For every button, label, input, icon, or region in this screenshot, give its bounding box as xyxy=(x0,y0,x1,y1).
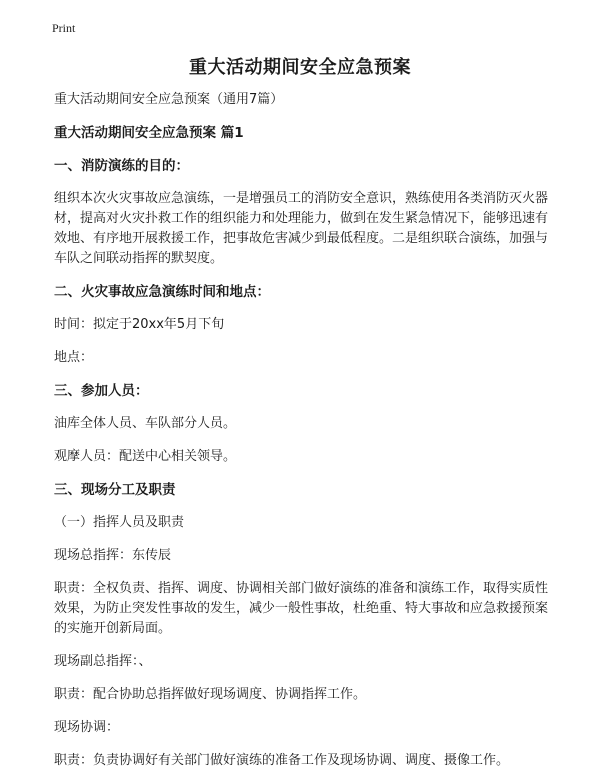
paragraph: 地点： xyxy=(54,350,94,365)
paragraph: 组织本次火灾事故应急演练，一是增强员工的消防安全意识，熟练使用各类消防灭火器材，提高对火灾扑救工作的组织能力和处理能力，做到在发生紧急情况下，能够迅速有效地、有序地开展救援工作，把事故危害减少到最低程度。二是组织联合演练，加强与车队之间联动指挥的默契度。 xyxy=(54,191,549,266)
document-subtitle: 重大活动期间安全应急预案（通用7篇） xyxy=(54,92,284,107)
paragraph: 职责：负责协调好有关部门做好演练的准备工作及现场协调、调度、摄像工作。 xyxy=(54,753,510,768)
article-heading: 重大活动期间安全应急预案 篇1 xyxy=(54,125,244,141)
document-body xyxy=(54,90,552,771)
section-heading: 二、火灾事故应急演练时间和地点： xyxy=(54,284,270,300)
section-heading: 三、现场分工及职责 xyxy=(54,482,176,498)
paragraph: 现场副总指挥：、 xyxy=(54,654,152,669)
paragraph: 观摩人员：配送中心相关领导。 xyxy=(54,449,237,464)
section-heading: 一、消防演练的目的： xyxy=(54,158,189,174)
paragraph: 油库全体人员、车队部分人员。 xyxy=(54,416,237,431)
section-heading: 三、参加人员： xyxy=(54,383,149,399)
paragraph: 现场协调： xyxy=(54,720,120,735)
paragraph: 职责：全权负责、指挥、调度、协调相关部门做好演练的准备和演练工作，取得实质性效果，为防止突发性事故的发生，减少一般性事故，杜绝重、特大事故和应急救援预案的实施开创新局面。 xyxy=(54,581,549,636)
paragraph: 时间：拟定于20xx年5月下旬 xyxy=(54,317,225,332)
document-title: 重大活动期间安全应急预案 xyxy=(189,57,411,78)
paragraph: 现场总指挥：东传辰 xyxy=(54,548,172,563)
print-link[interactable]: Print xyxy=(52,21,76,35)
paragraph: 职责：配合协助总指挥做好现场调度、协调指挥工作。 xyxy=(54,687,367,702)
paragraph: （一）指挥人员及职责 xyxy=(54,515,185,530)
